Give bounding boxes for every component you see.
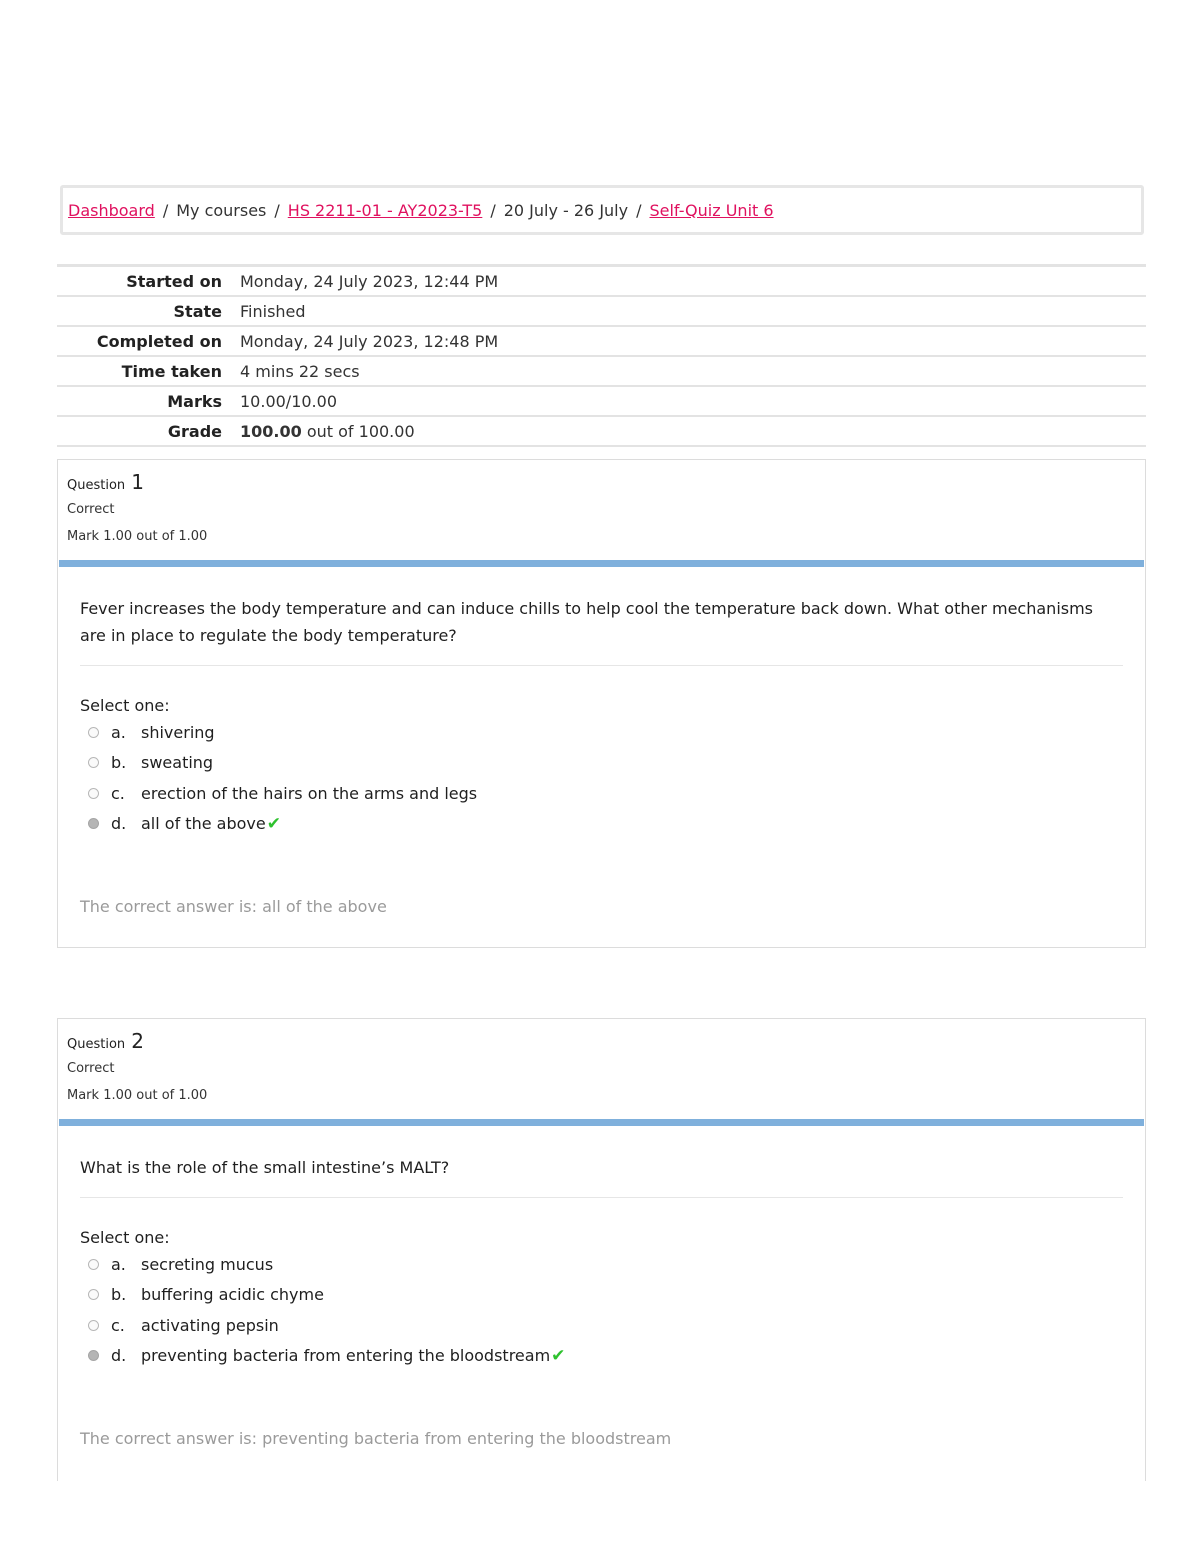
radio-button-selected[interactable] bbox=[88, 818, 99, 829]
answer-options bbox=[80, 717, 1123, 839]
question-number bbox=[67, 470, 1145, 494]
question-content bbox=[58, 567, 1145, 839]
summary-value: Monday, 24 July 2023, 12:48 PM bbox=[240, 326, 1146, 356]
breadcrumb-separator: / bbox=[636, 200, 642, 220]
radio-button[interactable] bbox=[88, 1320, 99, 1331]
radio-button[interactable] bbox=[88, 1259, 99, 1270]
question-label: Question bbox=[67, 478, 126, 493]
option-text: sweating bbox=[141, 753, 214, 773]
answer-option-d[interactable] bbox=[80, 1341, 1123, 1372]
option-letter: c. bbox=[111, 1315, 125, 1335]
option-text: all of the above bbox=[141, 814, 266, 834]
summary-row-grade bbox=[57, 416, 1146, 446]
question-text: What is the role of the small intestine’s MALT? bbox=[80, 1154, 1123, 1198]
breadcrumb-my-courses: My courses bbox=[176, 200, 267, 220]
summary-value: 4 mins 22 secs bbox=[240, 356, 1146, 386]
option-text: buffering acidic chyme bbox=[141, 1285, 324, 1305]
question-state: Correct bbox=[67, 502, 115, 517]
answer-option-c[interactable] bbox=[80, 778, 1123, 809]
summary-row-marks bbox=[57, 386, 1146, 416]
summary-value bbox=[240, 416, 1146, 446]
answer-option-a[interactable] bbox=[80, 717, 1123, 748]
breadcrumb bbox=[60, 185, 1144, 235]
summary-row-started bbox=[57, 266, 1146, 297]
answer-options bbox=[80, 1249, 1123, 1371]
correct-answer-feedback: The correct answer is: all of the above bbox=[80, 897, 387, 916]
radio-button[interactable] bbox=[88, 727, 99, 738]
breadcrumb-separator: / bbox=[490, 200, 496, 220]
breadcrumb-course-link[interactable]: HS 2211-01 - AY2023-T5 bbox=[287, 200, 483, 220]
option-letter: b. bbox=[111, 753, 127, 773]
summary-label: Time taken bbox=[57, 356, 240, 386]
answer-option-d[interactable] bbox=[80, 809, 1123, 840]
option-letter: a. bbox=[111, 1254, 126, 1274]
option-text: erection of the hairs on the arms and legs bbox=[141, 783, 478, 803]
question-number-value: 2 bbox=[131, 1029, 145, 1053]
select-one-prompt: Select one: bbox=[80, 1228, 170, 1247]
question-1 bbox=[57, 459, 1146, 948]
option-text: activating pepsin bbox=[141, 1315, 279, 1335]
summary-value: Finished bbox=[240, 296, 1146, 326]
grade-suffix: out of 100.00 bbox=[306, 421, 415, 441]
question-state: Correct bbox=[67, 1061, 115, 1076]
question-info bbox=[58, 460, 1145, 560]
summary-label: Grade bbox=[57, 416, 240, 446]
breadcrumb-week: 20 July - 26 July bbox=[503, 200, 629, 220]
summary-value: Monday, 24 July 2023, 12:44 PM bbox=[240, 266, 1146, 297]
breadcrumb-quiz-link[interactable]: Self-Quiz Unit 6 bbox=[649, 200, 774, 220]
breadcrumb-separator: / bbox=[274, 200, 280, 220]
summary-row-time bbox=[57, 356, 1146, 386]
answer-option-a[interactable] bbox=[80, 1249, 1123, 1280]
question-content bbox=[58, 1126, 1145, 1371]
option-letter: c. bbox=[111, 783, 125, 803]
question-number bbox=[67, 1029, 1145, 1053]
summary-row-state bbox=[57, 296, 1146, 326]
option-letter: a. bbox=[111, 722, 126, 742]
summary-label: Marks bbox=[57, 386, 240, 416]
radio-button[interactable] bbox=[88, 757, 99, 768]
option-text: shivering bbox=[141, 722, 215, 742]
radio-button[interactable] bbox=[88, 788, 99, 799]
correct-answer-feedback: The correct answer is: preventing bacteria from entering the bloodstream bbox=[80, 1429, 672, 1448]
option-text: secreting mucus bbox=[141, 1254, 274, 1274]
question-2 bbox=[57, 1018, 1146, 1481]
quiz-summary-table bbox=[57, 264, 1146, 447]
radio-button[interactable] bbox=[88, 1289, 99, 1300]
summary-row-completed bbox=[57, 326, 1146, 356]
question-number-value: 1 bbox=[131, 470, 145, 494]
question-mark: Mark 1.00 out of 1.00 bbox=[67, 1088, 208, 1103]
question-mark: Mark 1.00 out of 1.00 bbox=[67, 529, 208, 544]
breadcrumb-dashboard-link[interactable]: Dashboard bbox=[68, 200, 155, 220]
breadcrumb-separator: / bbox=[162, 200, 169, 220]
question-info bbox=[58, 1019, 1145, 1119]
question-label: Question bbox=[67, 1037, 126, 1052]
question-text: Fever increases the body temperature and can induce chills to help cool the temperature back down. What other mechanisms are in place to regulate the body temperature? bbox=[80, 595, 1123, 666]
question-divider-bar bbox=[59, 1119, 1144, 1126]
select-one-prompt: Select one: bbox=[80, 696, 170, 715]
answer-option-b[interactable] bbox=[80, 748, 1123, 779]
summary-label: Started on bbox=[57, 266, 240, 297]
answer-option-b[interactable] bbox=[80, 1280, 1123, 1311]
summary-label: Completed on bbox=[57, 326, 240, 356]
summary-label: State bbox=[57, 296, 240, 326]
question-divider-bar bbox=[59, 560, 1144, 567]
grade-score: 100.00 bbox=[240, 421, 302, 441]
check-icon: ✔ bbox=[266, 813, 281, 834]
summary-value: 10.00/10.00 bbox=[240, 386, 1146, 416]
radio-button-selected[interactable] bbox=[88, 1350, 99, 1361]
option-text: preventing bacteria from entering the bloodstream bbox=[141, 1346, 551, 1366]
option-letter: d. bbox=[111, 814, 127, 834]
option-letter: d. bbox=[111, 1346, 127, 1366]
option-letter: b. bbox=[111, 1285, 127, 1305]
check-icon: ✔ bbox=[551, 1345, 566, 1366]
answer-option-c[interactable] bbox=[80, 1310, 1123, 1341]
